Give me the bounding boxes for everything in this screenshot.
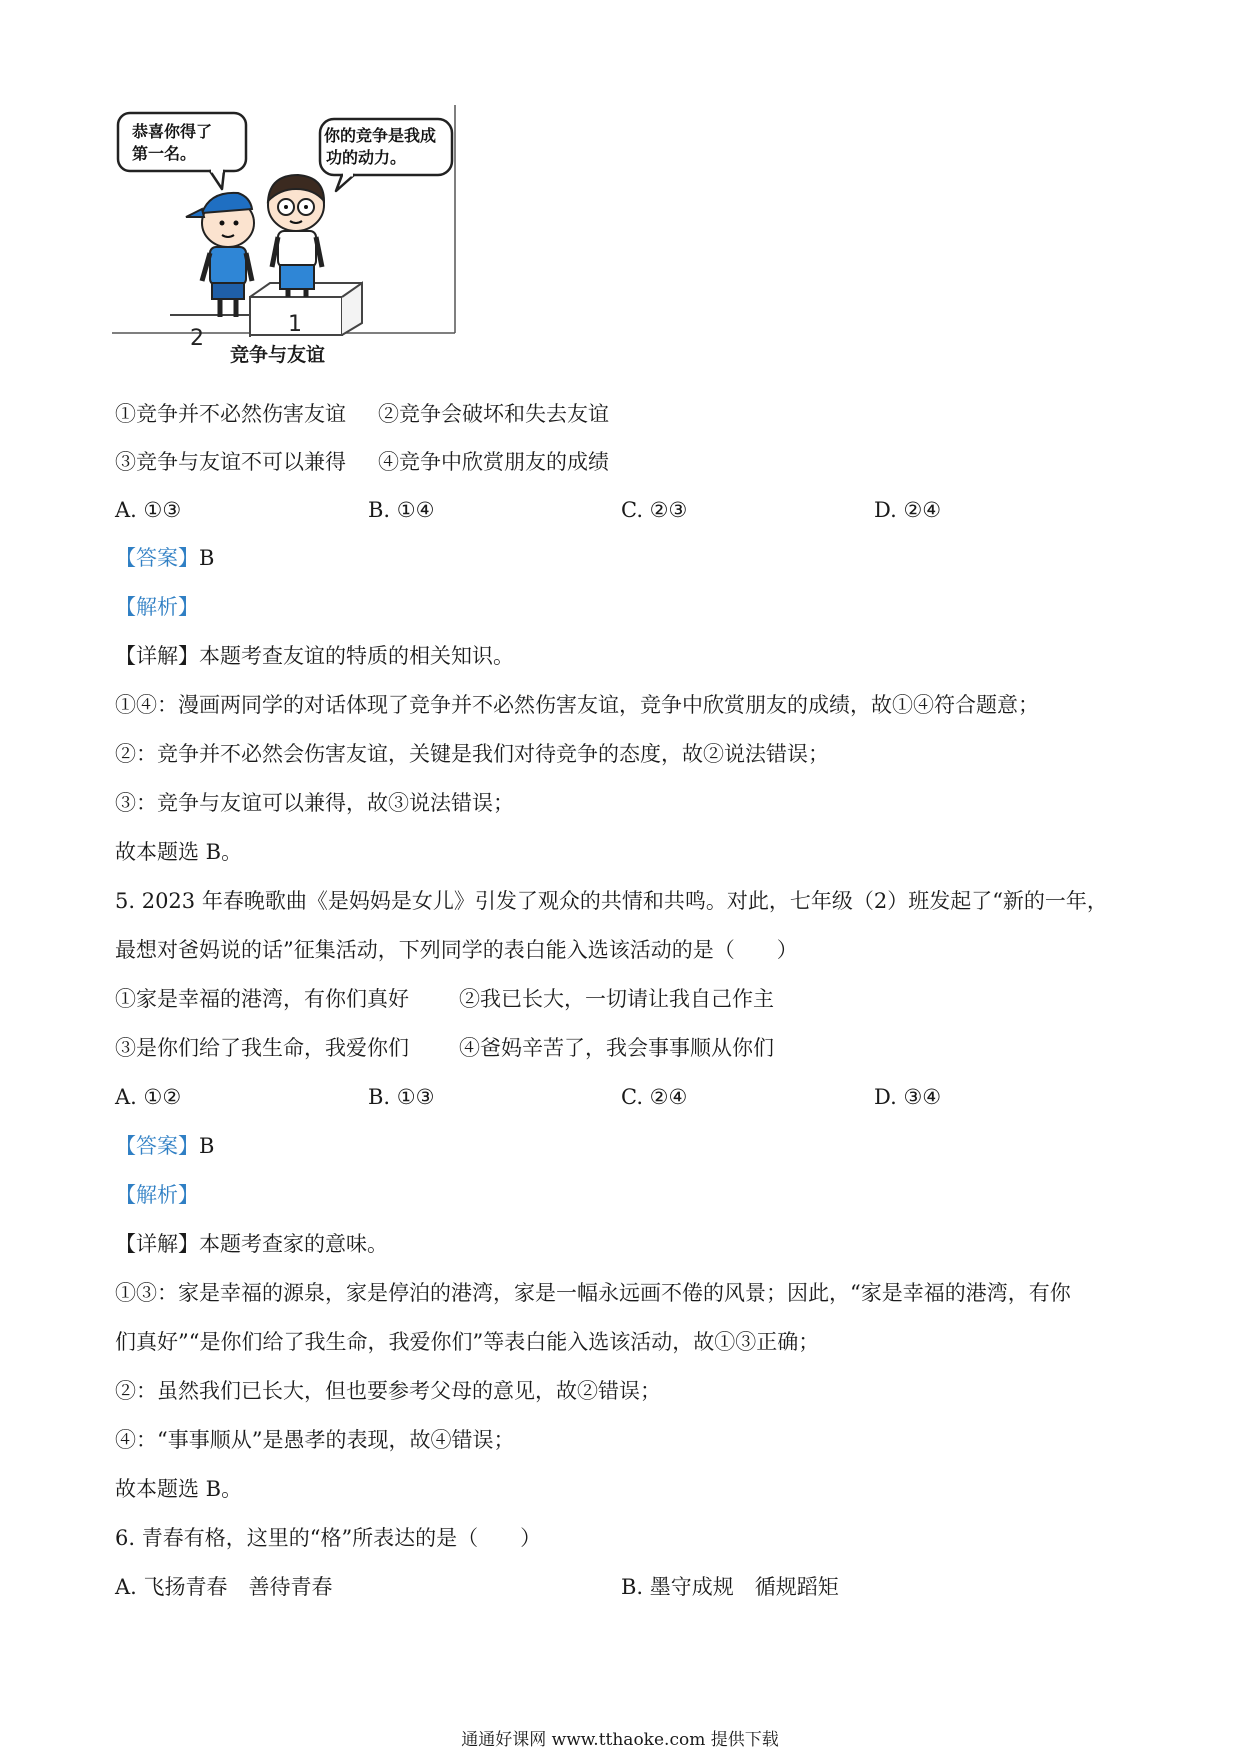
- q5-answer: [115, 1132, 214, 1160]
- bubble-left-line1: 恭喜你得了: [132, 122, 213, 141]
- q4-explanation-2: ②：竞争并不必然会伤害友谊，关键是我们对待竞争的态度，故②说法错误；: [115, 742, 829, 766]
- q4-option-b: B. ①④: [368, 498, 435, 522]
- boy-cap-figure: [186, 193, 254, 317]
- q5-statements-row-2: [115, 1034, 774, 1062]
- q5-conclusion: 故本题选 B。: [115, 1477, 243, 1501]
- bubble-right-line1: 你的竞争是我成: [324, 126, 437, 145]
- q5-analysis-label: 【解析】: [115, 1183, 199, 1207]
- q5-option-b: B. ①③: [368, 1085, 435, 1109]
- q4-analysis-label: 【解析】: [115, 595, 199, 619]
- q4-explanation-1: ①④：漫画两同学的对话体现了竞争并不必然伤害友谊，竞争中欣赏朋友的成绩，故①④符合题意；: [115, 693, 1039, 717]
- q4-answer: [115, 544, 214, 572]
- q4-statements-row-2: [115, 448, 609, 476]
- q5-statement-2: ②我已长大，一切请让我自己作主: [459, 987, 774, 1011]
- q4-statement-3: ③竞争与友谊不可以兼得: [115, 450, 346, 474]
- q6-option-b: B. 墨守成规 循规蹈矩: [621, 1575, 839, 1599]
- q5-stem-line-1: 5. 2023 年春晚歌曲《是妈妈是女儿》引发了观众的共情和共鸣。对此，七年级（2）班发起了“新的一年，: [115, 889, 1108, 913]
- q4-answer-label: 【答案】: [115, 546, 199, 570]
- comic-caption: 竞争与友谊: [230, 344, 326, 366]
- q5-answer-value: B: [199, 1134, 215, 1158]
- q4-detail-label: 【详解】: [115, 644, 199, 668]
- boy-glasses-figure: [268, 175, 324, 297]
- q5-explanation-1: ①③：家是幸福的源泉，家是停泊的港湾，家是一幅永远画不倦的风景；因此，“家是幸福的港湾，有你: [115, 1281, 1071, 1305]
- q4-analysis: [115, 593, 199, 621]
- q5-statements-row-1: [115, 985, 774, 1013]
- comic-illustration: [110, 105, 460, 351]
- q5-detail-label: 【详解】: [115, 1232, 199, 1256]
- q5-analysis: [115, 1181, 199, 1209]
- q5-option-a: A. ①②: [115, 1085, 182, 1109]
- q4-statement-2: ②竞争会破坏和失去友谊: [378, 402, 609, 426]
- q4-conclusion: 故本题选 B。: [115, 840, 243, 864]
- q4-statement-4: ④竞争中欣赏朋友的成绩: [378, 450, 609, 474]
- q4-option-c: C. ②③: [621, 498, 688, 522]
- q5-detail: [115, 1230, 388, 1258]
- q5-detail-text: 本题考查家的意味。: [199, 1232, 388, 1256]
- q4-detail: [115, 642, 514, 670]
- bubble-left-line2: 第一名。: [132, 144, 197, 163]
- q4-explanation-3: ③：竞争与友谊可以兼得，故③说法错误；: [115, 791, 514, 815]
- comic-competition-friendship: [110, 105, 460, 351]
- podium-second-number: 2: [190, 326, 204, 351]
- q5-explanation-2: 们真好”“是你们给了我生命，我爱你们”等表白能入选该活动，故①③正确；: [115, 1330, 820, 1354]
- q4-answer-value: B: [199, 546, 215, 570]
- q4-option-a: A. ①③: [115, 498, 182, 522]
- q5-statement-3: ③是你们给了我生命，我爱你们: [115, 1036, 409, 1060]
- q4-detail-text: 本题考查友谊的特质的相关知识。: [199, 644, 514, 668]
- q5-answer-label: 【答案】: [115, 1134, 199, 1158]
- q5-option-d: D. ③④: [874, 1085, 942, 1109]
- q5-statement-1: ①家是幸福的港湾，有你们真好: [115, 987, 409, 1011]
- q4-option-d: D. ②④: [874, 498, 942, 522]
- bubble-right-line2: 功的动力。: [326, 148, 407, 167]
- page-footer: 通通好课网 www.tthaoke.com 提供下载: [461, 1730, 779, 1750]
- q4-statements-row-1: [115, 400, 609, 428]
- podium-first-number: 1: [288, 312, 302, 337]
- q6-option-a: A. 飞扬青春 善待青春: [115, 1575, 333, 1599]
- q5-option-c: C. ②④: [621, 1085, 688, 1109]
- q5-explanation-4: ④：“事事顺从”是愚孝的表现，故④错误；: [115, 1428, 515, 1452]
- q5-statement-4: ④爸妈辛苦了，我会事事顺从你们: [459, 1036, 774, 1060]
- q4-statement-1: ①竞争并不必然伤害友谊: [115, 402, 346, 426]
- q5-explanation-3: ②：虽然我们已长大，但也要参考父母的意见，故②错误；: [115, 1379, 661, 1403]
- q5-stem-line-2: 最想对爸妈说的话”征集活动，下列同学的表白能入选该活动的是（ ）: [115, 938, 798, 962]
- q6-stem: 6. 青春有格，这里的“格”所表达的是（ ）: [115, 1526, 542, 1550]
